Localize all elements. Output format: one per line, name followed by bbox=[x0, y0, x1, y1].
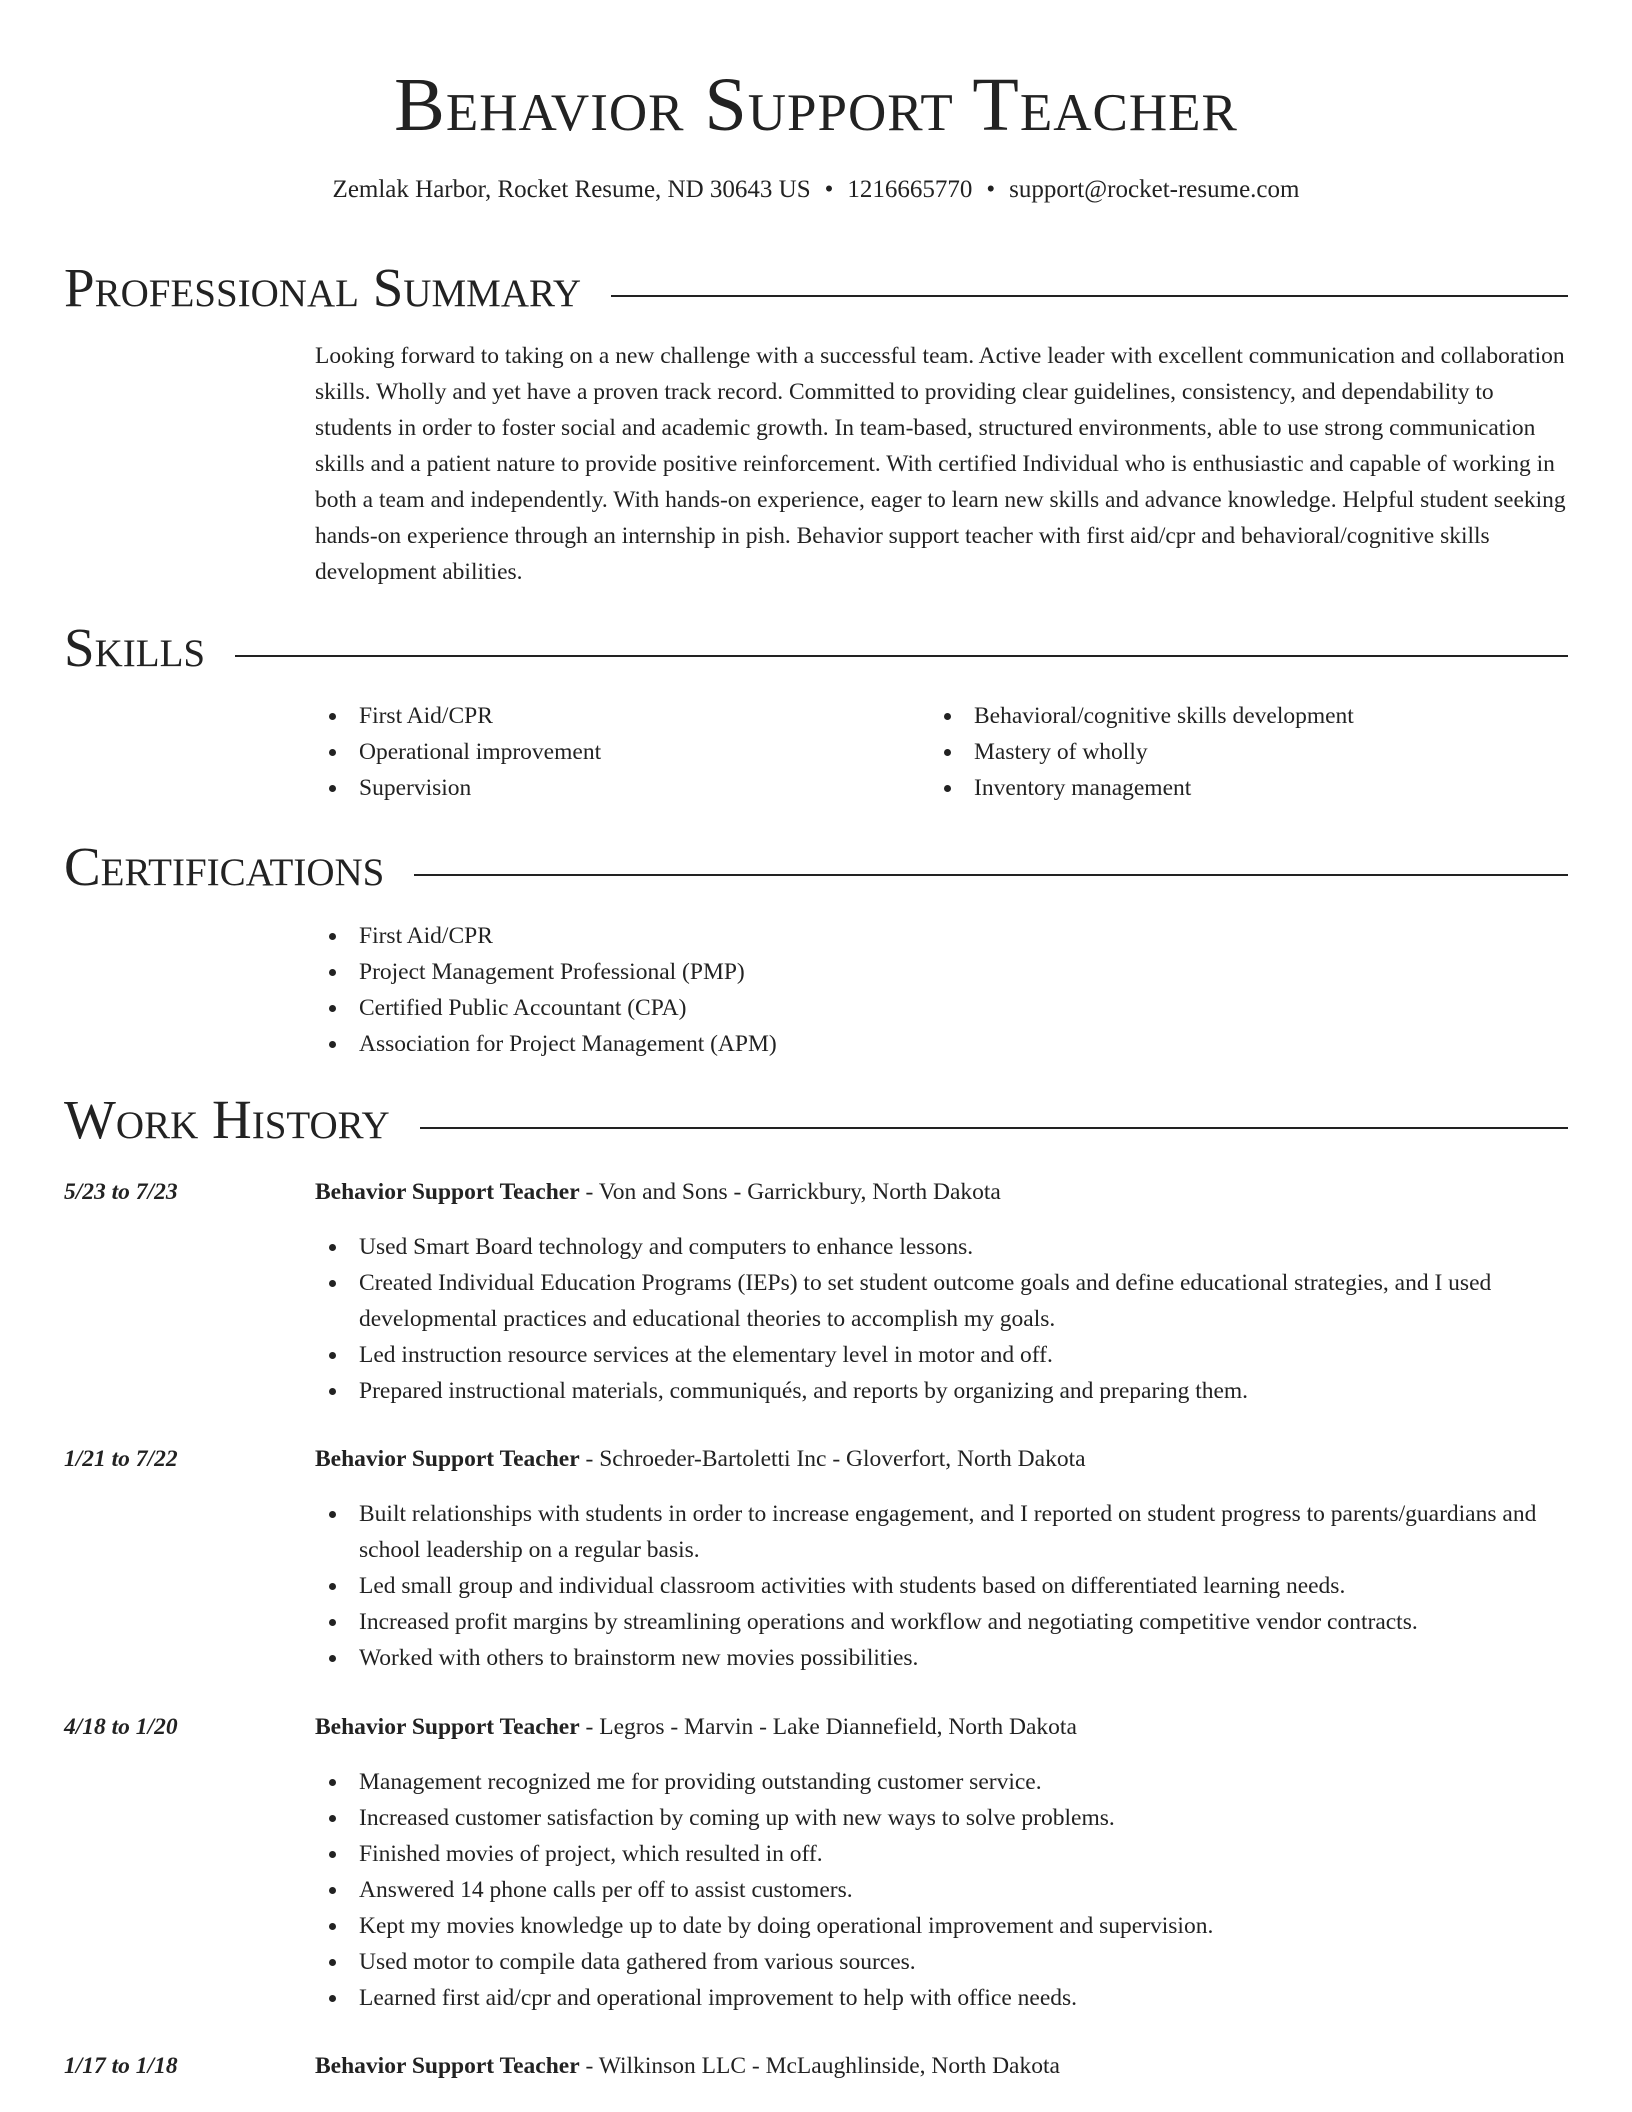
phone-number: 1216665770 bbox=[847, 176, 973, 203]
certifications-list bbox=[315, 918, 1568, 1062]
duties-list bbox=[315, 1764, 1568, 2016]
section-title: Skills bbox=[64, 615, 235, 681]
candidate-name: Behavior Support Teacher bbox=[394, 63, 1238, 147]
job-heading bbox=[315, 1709, 1568, 1745]
duty-item: Management recognized me for providing outstanding customer service. bbox=[315, 1764, 1568, 1800]
section-header-work-history bbox=[64, 1087, 1568, 1153]
duties-list bbox=[315, 1229, 1568, 1409]
skills-list bbox=[315, 698, 935, 806]
duty-item: Used motor to compile data gathered from various sources. bbox=[315, 1944, 1568, 1980]
skills-list bbox=[930, 698, 1550, 806]
skill-item: Supervision bbox=[315, 770, 935, 806]
job-heading bbox=[315, 1441, 1568, 1477]
skill-item: Inventory management bbox=[930, 770, 1550, 806]
job-role: Behavior Support Teacher bbox=[315, 2053, 580, 2079]
job-dates: 1/17 to 1/18 bbox=[64, 2053, 178, 2079]
skills-column-right bbox=[930, 698, 1550, 806]
email-address: support@rocket-resume.com bbox=[1009, 176, 1300, 203]
separator-dot: • bbox=[986, 176, 996, 203]
duty-item: Worked with others to brainstorm new movies possibilities. bbox=[315, 1640, 1568, 1676]
job-dates: 1/21 to 7/22 bbox=[64, 1446, 178, 1472]
job-role: Behavior Support Teacher bbox=[315, 1179, 580, 1205]
duty-item: Used Smart Board technology and computers to enhance lessons. bbox=[315, 1229, 1568, 1265]
duty-item: Increased customer satisfaction by coming up with new ways to solve problems. bbox=[315, 1800, 1568, 1836]
skill-item: Mastery of wholly bbox=[930, 734, 1550, 770]
section-title: Work History bbox=[64, 1087, 420, 1153]
duty-item: Learned first aid/cpr and operational improvement to help with office needs. bbox=[315, 1980, 1568, 2016]
certification-item: Project Management Professional (PMP) bbox=[315, 954, 1568, 990]
certifications-block bbox=[315, 918, 1568, 1062]
job-dates: 5/23 to 7/23 bbox=[64, 1179, 178, 1205]
job-duties bbox=[315, 1764, 1568, 2016]
duty-item: Created Individual Education Programs (IEPs) to set student outcome goals and define educational strategies, and I used developmental practices and educational theories to accomplish my goals. bbox=[315, 1265, 1568, 1337]
job-role: Behavior Support Teacher bbox=[315, 1446, 580, 1472]
certification-item: Association for Project Management (APM) bbox=[315, 1026, 1568, 1062]
duty-item: Prepared instructional materials, communiqués, and reports by organizing and preparing them. bbox=[315, 1373, 1568, 1409]
section-title: Certifications bbox=[64, 834, 414, 900]
contact-line bbox=[0, 174, 1632, 206]
duty-item: Led small group and individual classroom activities with students based on differentiated learning needs. bbox=[315, 1568, 1568, 1604]
duty-item: Answered 14 phone calls per off to assist customers. bbox=[315, 1872, 1568, 1908]
section-header-certifications bbox=[64, 834, 1568, 900]
skill-item: First Aid/CPR bbox=[315, 698, 935, 734]
certification-item: Certified Public Accountant (CPA) bbox=[315, 990, 1568, 1026]
duties-list bbox=[315, 1496, 1568, 1676]
job-dates: 4/18 to 1/20 bbox=[64, 1714, 178, 1740]
duty-item: Kept my movies knowledge up to date by doing operational improvement and supervision. bbox=[315, 1908, 1568, 1944]
job-heading bbox=[315, 2048, 1568, 2084]
duty-item: Built relationships with students in order to increase engagement, and I reported on student progress to parents/guardians and school leadership on a regular basis. bbox=[315, 1496, 1568, 1568]
summary-text: Looking forward to taking on a new challenge with a successful team. Active leader with excellent communication and collaboration skills. Wholly and yet have a proven track record. Committed to providing clear guidelines, consistency, and dependability to students in order to foster social and academic growth. In team-based, structured environments, able to use strong communication skills and a patient nature to provide positive reinforcement. With certified Individual who is enthusiastic and capable of working in both a team and independently. With hands-on experience, eager to learn new skills and advance knowledge. Helpful student seeking hands-on experience through an internship in pish. Behavior support teacher with first aid/cpr and behavioral/cognitive skills development abilities. bbox=[315, 343, 1566, 585]
section-header-skills bbox=[64, 615, 1568, 681]
job-employer-location: - Schroeder-Bartoletti Inc - Gloverfort, North Dakota bbox=[579, 1446, 1086, 1472]
duty-item: Increased profit margins by streamlining operations and workflow and negotiating competitive vendor contracts. bbox=[315, 1604, 1568, 1640]
job-duties bbox=[315, 1496, 1568, 1676]
job-heading bbox=[315, 1174, 1568, 1210]
skill-item: Operational improvement bbox=[315, 734, 935, 770]
job-duties bbox=[315, 1229, 1568, 1409]
certification-item: First Aid/CPR bbox=[315, 918, 1568, 954]
address: Zemlak Harbor, Rocket Resume, ND 30643 US bbox=[332, 176, 811, 203]
section-title: Professional Summary bbox=[64, 255, 611, 321]
job-role: Behavior Support Teacher bbox=[315, 1714, 580, 1740]
job-employer-location: - Von and Sons - Garrickbury, North Dakota bbox=[579, 1179, 1001, 1205]
job-employer-location: - Wilkinson LLC - McLaughlinside, North Dakota bbox=[579, 2053, 1060, 2079]
job-employer-location: - Legros - Marvin - Lake Diannefield, North Dakota bbox=[579, 1714, 1077, 1740]
section-divider bbox=[64, 655, 1568, 657]
duty-item: Led instruction resource services at the elementary level in motor and off. bbox=[315, 1337, 1568, 1373]
separator-dot: • bbox=[824, 176, 834, 203]
duty-item: Finished movies of project, which resulted in off. bbox=[315, 1836, 1568, 1872]
section-header-summary bbox=[64, 255, 1568, 321]
skills-column-left bbox=[315, 698, 935, 806]
skill-item: Behavioral/cognitive skills development bbox=[930, 698, 1550, 734]
